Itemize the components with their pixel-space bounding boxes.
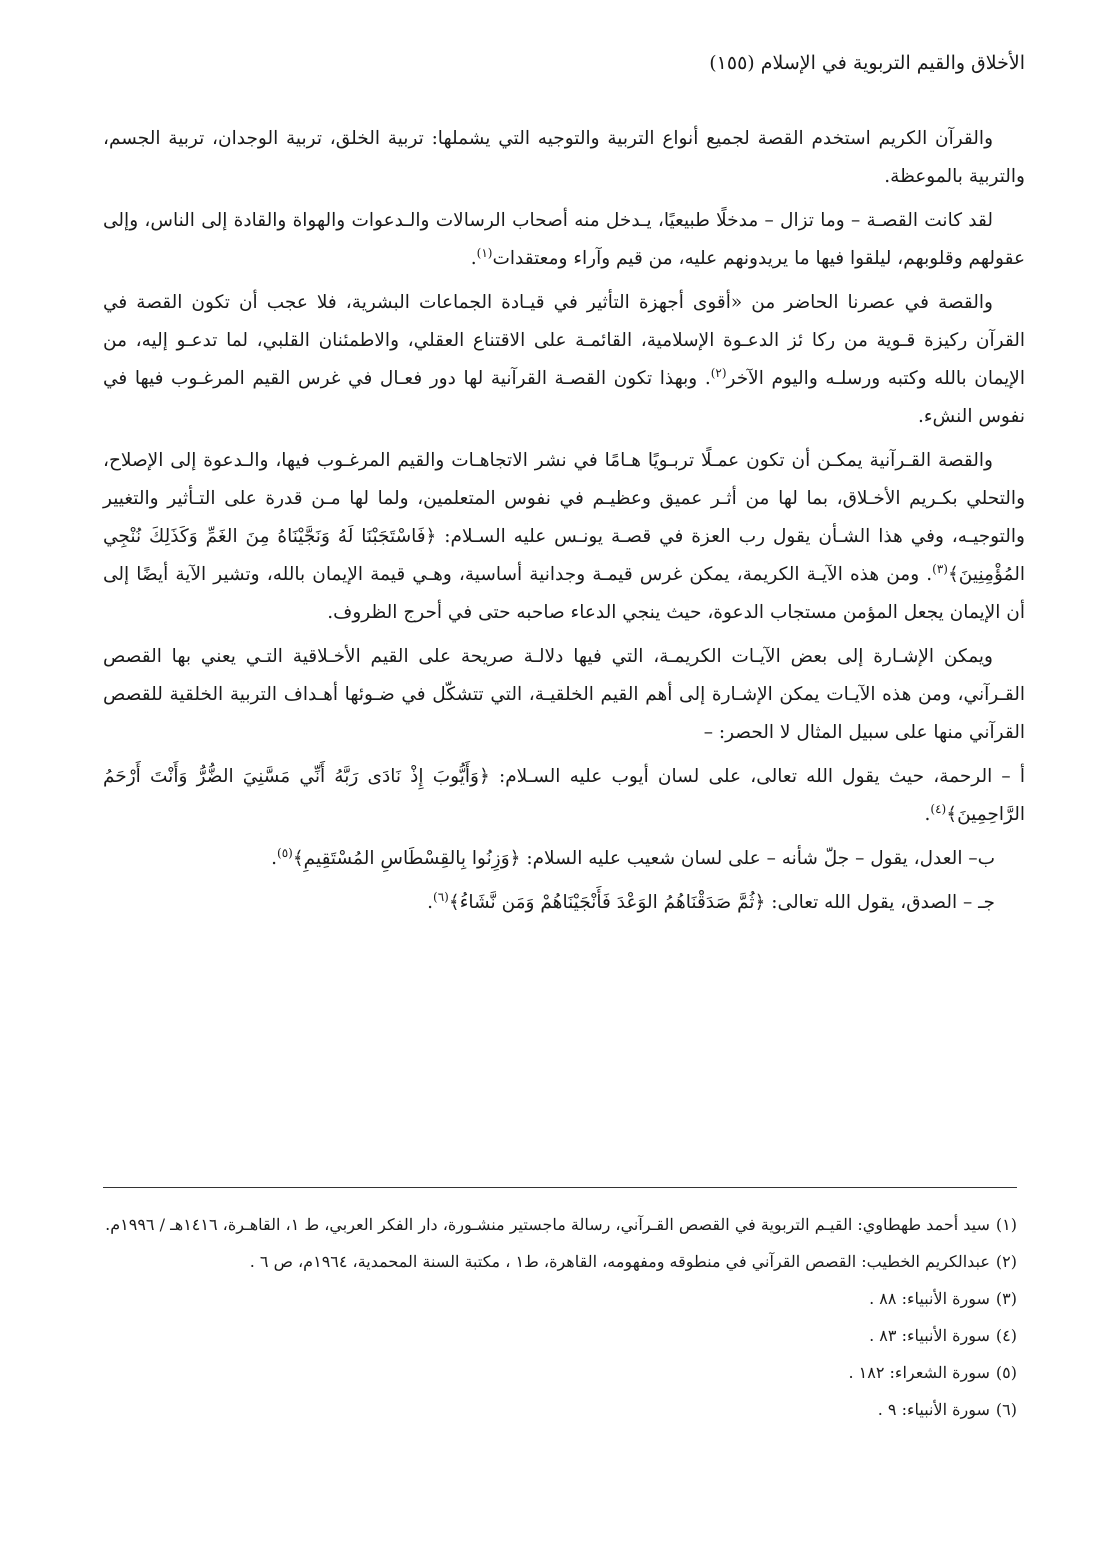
footnote-4-text: سورة الأنبياء: ٨٣ .	[869, 1326, 990, 1345]
paragraph-2	[103, 202, 1025, 278]
list-item-c-period: .	[427, 892, 434, 913]
footnote-separator	[103, 1187, 1017, 1188]
paragraph-4-text-b: . ومن هذه الآيـة الكريمة، يمكن غرس قيمـة وجدانية أساسية، وهـي قيمة الإيمان بالله، وتشير الآية أيضًا إلى أن الإيمان يجعل المؤمن مستجاب الدعوة، حيث ينجي الدعاء صاحبه حتى في أحرج الظروف.	[103, 564, 1025, 623]
footnote-3-text: سورة الأنبياء: ٨٨ .	[869, 1289, 990, 1308]
footnote-1-text: سيد أحمد طهطاوي: القيـم التربوية في القصص القـرآني، رسالة ماجستير منشـورة، دار الفكر العربي، ط ١، القاهـرة، ١٤١٦هـ / ١٩٩٦م.	[105, 1215, 990, 1234]
list-item-c-text: جـ – الصدق، يقول الله تعالى:	[771, 892, 995, 913]
paragraph-2-text: لقد كانت القصـة – وما تزال – مدخلًا طبيعيًا، يـدخل منه أصحاب الرسالات والـدعوات والهواة والقادة إلى الناس، وإلى عقولهم وقلوبهم، ليلقوا فيها ما يريدونهم عليه، من قيم وآراء ومعتقدات	[103, 210, 1025, 269]
paragraph-3-text-a: والقصة في عصرنا الحاضر من «أقوى أجهزة التأثير في قيـادة الجماعات البشرية، فلا عجب أن تكون القصة في القرآن ركيزة قـوية من ركا ئز الدعـوة الإسلامية، القائمـة على الاقتناع العقلي، والاطمئنان القلبي، لما تدعـو إليه، من الإيمان بالله وكتبه ورسلـه واليوم الآخر	[103, 292, 1025, 389]
footnotes	[103, 1210, 1017, 1432]
paragraph-2-end: .	[470, 248, 477, 269]
footnote-6-number: (٦)	[995, 1400, 1017, 1419]
list-item-b-text: ب– العدل، يقول – جلّ شأنه – على لسان شعيب عليه السلام:	[526, 848, 995, 869]
running-header: الأخلاق والقيم التربوية في الإسلام (١٥٥)	[709, 52, 1025, 74]
footnote-2	[103, 1247, 1017, 1277]
footnote-3	[103, 1284, 1017, 1314]
list-item-a-text: أ – الرحمة، حيث يقول الله تعالى، على لسان أيوب عليه السـلام:	[499, 766, 1026, 787]
list-item-b	[103, 840, 1025, 878]
paragraph-3-text-b: . وبهذا تكون القصـة القرآنية لها دور فعـال في غرس القيم المرغـوب فيها في نفوس النشء.	[103, 368, 1025, 427]
footnote-4	[103, 1321, 1017, 1351]
footnote-5-number: (٥)	[995, 1363, 1017, 1382]
quran-verse-shuayb: ﴿وَزِنُوا بِالقِسْطَاسِ المُسْتَقِيمِ﴾	[292, 848, 521, 869]
quran-verse-ayyub: ﴿وَأَيُّوبَ إِذْ نَادَى رَبَّهُ أَنِّي مَسَّنِيَ الضُّرُّ وَأَنْتَ أَرْحَمُ الرَّاحِمِينَ﴾	[103, 766, 1025, 825]
footnote-ref-3: (٣)	[932, 561, 948, 576]
paragraph-3	[103, 284, 1025, 436]
body-text	[103, 120, 1025, 928]
footnote-2-number: (٢)	[995, 1252, 1017, 1271]
footnote-5	[103, 1358, 1017, 1388]
footnote-ref-1: (١)	[476, 245, 493, 260]
list-item-a-period: .	[924, 804, 931, 825]
footnote-5-text: سورة الشعراء: ١٨٢ .	[848, 1363, 990, 1382]
quran-verse-yunus: ﴿فَاسْتَجَبْنَا لَهُ وَنَجَّيْنَاهُ مِنَ الغَمِّ وَكَذَلِكَ نُنْجِي المُؤْمِنِينَ﴾	[103, 526, 1025, 585]
paragraph-1: والقرآن الكريم استخدم القصة لجميع أنواع التربية والتوجيه التي يشملها: تربية الخلق، تربية الوجدان، تربية الجسم، والتربية بالموعظة.	[103, 128, 1025, 187]
footnote-6	[103, 1395, 1017, 1425]
footnote-ref-2: (٢)	[710, 365, 727, 380]
paragraph-5: ويمكن الإشـارة إلى بعض الآيـات الكريمـة، التي فيها دلالـة صريحة على القيم الأخـلاقية التـي يعني بها القصص القـرآني، ومن هذه الآيـات يمكن الإشـارة إلى أهم القيم الخلقيـة، التي تتشكّل في ضـوئها أهـداف التربية الخلقية للقصص القرآني منها على سبيل المثال لا الحصر: –	[103, 646, 1025, 743]
footnote-6-text: سورة الأنبياء: ٩ .	[877, 1400, 990, 1419]
paragraph-4-text-a: والقصة القـرآنية يمكـن أن تكون عمـلًا تربـويًا هـامًا في نشر الاتجاهـات والقيم المرغـوب فيها، والـدعوة إلى الإصلاح، والتحلي بكـريم الأخـلاق، بما لها من أثـر عميق وعظيـم في نفوس المتعلمين، ولما لها مـن قدرة على التـأثير والتغيير والتوجيـه، وفي هذا الشـأن يقول رب العزة في قصـة يونـس عليه السـلام:	[103, 450, 1025, 547]
footnote-4-number: (٤)	[995, 1326, 1017, 1345]
footnote-1-number: (١)	[995, 1215, 1017, 1234]
footnote-ref-5: (٥)	[277, 845, 293, 860]
footnote-3-number: (٣)	[995, 1289, 1017, 1308]
list-item-a	[103, 758, 1025, 834]
list-item-b-period: .	[271, 848, 277, 869]
footnote-ref-6: (٦)	[433, 889, 449, 904]
footnote-ref-4: (٤)	[930, 801, 947, 816]
paragraph-4	[103, 442, 1025, 632]
footnote-2-text: عبدالكريم الخطيب: القصص القرآني في منطوقه ومفهومه، القاهرة، ط١ ، مكتبة السنة المحمدية، ١٩٦٤م، ص ٦ .	[249, 1252, 990, 1271]
list-item-c	[103, 884, 1025, 922]
footnote-1	[103, 1210, 1017, 1240]
quran-verse-sadq: ﴿ثُمَّ صَدَقْنَاهُمُ الوَعْدَ فَأَنْجَيْنَاهُمْ وَمَن نَّشَاءُ﴾	[448, 892, 766, 913]
